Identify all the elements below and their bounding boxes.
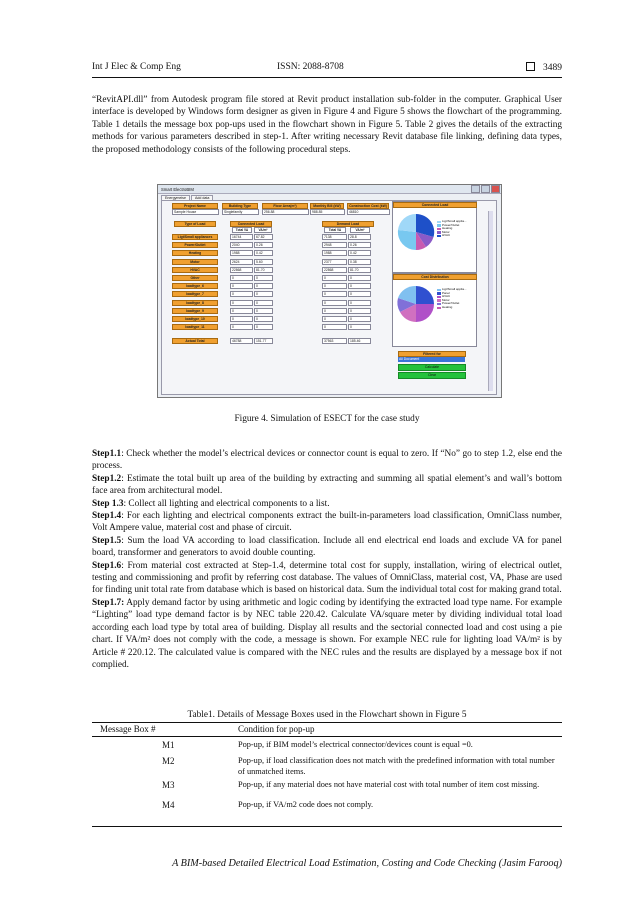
legend-label: Ligt/Small applia...	[442, 287, 467, 291]
app-main-panel	[161, 200, 497, 395]
connected-va-5[interactable]: 0	[230, 275, 253, 281]
figure-caption: Figure 4. Simulation of ESECT for the case study	[234, 414, 420, 424]
figure-4-screenshot	[157, 184, 502, 398]
steps-section	[92, 448, 562, 671]
demand-va-2[interactable]: 1988	[322, 250, 347, 256]
load-type-5: Other	[172, 275, 218, 281]
demand-va-11[interactable]: 0	[322, 324, 347, 330]
load-type-3: Motor	[172, 259, 218, 265]
legend-swatch	[437, 228, 441, 230]
table-header-rule	[92, 736, 562, 737]
demand-va-0[interactable]: 7138	[322, 234, 347, 240]
connected-va-m2-header: VA/m²	[254, 227, 272, 233]
connected-va-m2-2[interactable]: 0.42	[254, 250, 273, 256]
running-footer: A BIM-based Detailed Electrical Load Estimation, Costing and Code Checking (Jasim Farooq)	[172, 858, 562, 869]
message-box-condition: Pop-up, if VA/m2 code does not comply.	[238, 800, 374, 809]
connected-total[interactable]: 46788	[230, 338, 253, 344]
legend-label: Power/Outlet	[442, 301, 460, 306]
table-bottom-rule	[92, 826, 562, 827]
legend-item	[437, 306, 467, 310]
tab-energymeise: Energymeise	[161, 195, 190, 201]
step-text: : Sum the load VA according to load classification. Include all end electrical end loads and exclude VA for panel board, transformer and generators to avoid double counting.	[92, 535, 562, 559]
load-type-7: loadtype_7	[172, 291, 218, 297]
connected-va-1[interactable]: 2040	[230, 242, 253, 248]
legend-item	[437, 234, 467, 238]
message-box-id: M3	[162, 780, 175, 790]
connected-va-6[interactable]: 0	[230, 283, 253, 289]
message-box-condition: Pop-up, if load classification does not match with the predefined information with total number of unmatched items.	[238, 756, 555, 776]
intro-text: “RevitAPI.dll” from Autodesk program file stored at Revit product installation sub-folder in the computer. Graphical User interface is developed by Windows form designer as given in Figure 4 and Figure 5 shows the flowchart of the programming. Table 1 details the message box pop-ups used in the flowchart shown in Figure 5. Table 2 gives the details of the extracting methods for various parameters described in step-1. After writing necessary Revit database file linking, defining data types, the proposed methodology consists of the following procedural steps.	[92, 95, 562, 155]
legend-label: Motor	[442, 297, 450, 302]
pie-slice-panel	[416, 286, 434, 304]
step-label: Step1.5	[92, 535, 122, 546]
load-type-8: loadtype_8	[172, 300, 218, 306]
demand-va-10[interactable]: 0	[322, 316, 347, 322]
connected-va-4[interactable]: 22868	[230, 267, 253, 273]
step-text: : Check whether the model’s electrical devices or connector count is equal to zero. If “No” go to step 1.2, else end the process.	[92, 449, 562, 472]
filtered-for-label: Filtered for	[398, 351, 466, 357]
connected-va-9[interactable]: 0	[230, 308, 253, 314]
step-label: Step1.4	[92, 511, 122, 522]
step-label: Step1.6	[92, 560, 122, 571]
load-type-1: Power/Outlet	[172, 242, 218, 248]
legend-swatch	[437, 224, 441, 226]
demand-va-m2-header: VA/m²	[350, 227, 370, 233]
top-value-1[interactable]: Singlefamily	[222, 209, 259, 215]
top-value-4[interactable]: 46810	[347, 209, 390, 215]
demand-va-6[interactable]: 0	[322, 283, 347, 289]
connected-va-m2-1[interactable]: 0.26	[254, 242, 273, 248]
connected-va-m2-7[interactable]: 0	[254, 291, 273, 297]
load-type-11: loadtype_11	[172, 324, 218, 330]
demand-load-label: Demand Load	[322, 221, 374, 227]
demand-va-m2-6[interactable]: 0	[348, 283, 371, 289]
legend-label: Panel	[442, 290, 450, 295]
pie-slice-power	[398, 230, 416, 250]
demand-va-5[interactable]: 0	[322, 275, 347, 281]
type-of-load-label: Type of Load	[174, 221, 216, 227]
legend-label: HVAC	[442, 294, 451, 299]
tab-add-data: Add data	[191, 195, 213, 201]
connected-load-pie	[396, 212, 436, 252]
intro-paragraph	[92, 94, 562, 156]
connected-va-m2-6[interactable]: 0	[254, 283, 273, 289]
issn: ISSN: 2088-8708	[277, 62, 344, 72]
demand-va-m2-11[interactable]: 0	[348, 324, 371, 330]
demand-total-va-header: Total VA	[324, 227, 346, 233]
load-type-2: Heating	[172, 250, 218, 256]
connected-va-m2-5[interactable]: 0	[254, 275, 273, 281]
top-value-2[interactable]: 256.88	[262, 209, 309, 215]
table1-caption: Table1. Details of Message Boxes used in the Flowchart shown in Figure 5	[187, 710, 467, 720]
maximize-icon	[481, 185, 490, 193]
table-top-rule	[92, 722, 562, 723]
journal-name: Int J Elec & Comp Eng	[92, 62, 181, 72]
demand-va-m2-9[interactable]: 0	[348, 308, 371, 314]
calculate-button[interactable]: Calculate	[398, 364, 466, 371]
top-label-2: Floor Area(m²)	[262, 203, 308, 209]
connected-va-m2-4[interactable]: 81.70	[254, 267, 273, 273]
demand-total[interactable]: 37563	[322, 338, 347, 344]
legend-swatch	[437, 307, 441, 309]
legend-label: Motor	[442, 229, 450, 234]
demand-va-3[interactable]: 2377	[322, 259, 347, 265]
step-label: Step1.7:	[92, 597, 125, 608]
connected-va-3[interactable]: 2624	[230, 259, 253, 265]
step-0	[92, 448, 562, 473]
connected-total-va-header: Total VA	[232, 227, 252, 233]
legend-label: Heating	[442, 304, 453, 309]
load-type-9: loadtype_9	[172, 308, 218, 314]
step-text: : Estimate the total built up area of the building by extracting and summing all spatial element’s and wall’s bottom face area from architectural model.	[92, 473, 562, 497]
legend-label: Power/Outlet	[442, 222, 460, 227]
load-type-4: HVAC	[172, 267, 218, 273]
step-1	[92, 473, 562, 498]
connected-va-m2-11[interactable]: 0	[254, 324, 273, 330]
connected-va-2[interactable]: 1988	[230, 250, 253, 256]
top-label-4: Construction Cost (kW)	[347, 203, 389, 209]
demand-va-m2-3[interactable]: 0.38	[348, 259, 371, 265]
legend-label: HVAC	[442, 233, 451, 238]
legend-swatch	[437, 231, 441, 233]
message-box-id: M1	[162, 740, 175, 750]
connected-load-panel	[392, 201, 477, 273]
connected-va-m2-9[interactable]: 0	[254, 308, 273, 314]
connected-va-m2-8[interactable]: 0	[254, 300, 273, 306]
legend-swatch	[437, 303, 441, 305]
cost-distribution-legend	[437, 288, 467, 310]
demand-va-8[interactable]: 0	[322, 300, 347, 306]
connected-load-panel-title: Connected Load	[393, 202, 477, 208]
load-type-10: loadtype_10	[172, 316, 218, 322]
demand-va-m2-5[interactable]: 0	[348, 275, 371, 281]
step-label: Step1.2	[92, 473, 122, 484]
connected-va-0[interactable]: 16744	[230, 234, 253, 240]
step-6	[92, 597, 562, 671]
connected-load-legend	[437, 220, 467, 238]
minimize-icon	[471, 185, 480, 193]
connected-va-11[interactable]: 0	[230, 324, 253, 330]
message-box-id: M2	[162, 756, 175, 766]
legend-swatch	[437, 299, 441, 301]
legend-swatch	[437, 289, 441, 291]
step-label: Step 1.3	[92, 498, 124, 509]
legend-swatch	[437, 221, 441, 223]
legend-swatch	[437, 296, 441, 298]
window-titlebar	[158, 185, 501, 194]
legend-swatch	[437, 292, 441, 294]
step-text: : Collect all lighting and electrical components to a list.	[123, 498, 330, 509]
demand-va-m2-2[interactable]: 0.42	[348, 250, 371, 256]
top-label-0: Project Name	[172, 203, 218, 209]
legend-label: Ligt/Small applia...	[442, 219, 467, 223]
page-number: 3489	[543, 63, 562, 73]
vertical-scrollbar[interactable]	[488, 211, 493, 391]
actual-total-label: Actual Total	[172, 338, 218, 344]
filter-dropdown[interactable]: All Document	[398, 357, 465, 362]
demand-va-m2-1[interactable]: 0.26	[348, 242, 371, 248]
connected-load-label: Connected Load	[230, 221, 272, 227]
connected-total-va-m2[interactable]: 151.77	[254, 338, 273, 344]
connected-va-m2-3[interactable]: 5.60	[254, 259, 273, 265]
running-header	[92, 62, 562, 76]
legend-label: Heating	[442, 226, 453, 231]
table1-col-condition: Condition for pop-up	[238, 724, 315, 734]
step-3	[92, 510, 562, 535]
page-number-group	[526, 62, 562, 73]
demand-va-m2-0[interactable]: 28.8	[348, 234, 371, 240]
pie-slice-hvac	[416, 304, 434, 322]
legend-swatch	[437, 235, 441, 237]
step-2	[92, 498, 562, 510]
message-box-condition: Pop-up, if BIM model’s electrical connector/devices count is equal =0.	[238, 740, 473, 749]
close-icon	[491, 185, 500, 193]
top-value-0[interactable]: Sample House	[172, 209, 219, 215]
demand-va-9[interactable]: 0	[322, 308, 347, 314]
header-rule	[92, 77, 562, 78]
demand-va-7[interactable]: 0	[322, 291, 347, 297]
connected-va-m2-0[interactable]: 67.82	[254, 234, 273, 240]
demand-va-m2-10[interactable]: 0	[348, 316, 371, 322]
table1-col-message-box: Message Box #	[100, 724, 156, 734]
load-type-6: loadtype_6	[172, 283, 218, 289]
demand-va-m2-4[interactable]: 81.70	[348, 267, 371, 273]
pie-slice-light	[398, 214, 416, 232]
cost-distribution-title: Cost Distribution	[393, 274, 477, 280]
top-label-3: Monthly Bill (kW)	[310, 203, 344, 209]
step-5	[92, 560, 562, 597]
demand-va-m2-7[interactable]: 0	[348, 291, 371, 297]
demand-va-1[interactable]: 2948	[322, 242, 347, 248]
message-box-id: M4	[162, 800, 175, 810]
step-text: : From material cost extracted at Step-1.4, determine total cost for supply, installation, wiring of electrical outlet, testing and commissioning and profit by referring cost database. The values of OmniClass, material cost, VA, Phase are used for finding unit total rate from database which is based on historical data. Sum the individual total cost for making grand total.	[92, 560, 562, 596]
window-title: Smart ElectroBIM	[161, 186, 194, 192]
step-4	[92, 535, 562, 560]
checkbox-icon	[526, 62, 535, 71]
connected-va-m2-10[interactable]: 0	[254, 316, 273, 322]
demand-total-va-m2[interactable]: 185.46	[348, 338, 371, 344]
connected-va-10[interactable]: 0	[230, 316, 253, 322]
step-text: : For each lighting and electrical components extract the built-in-parameters load classification, OmniClass number, Volt Ampere value, material cost and phase of circuit.	[92, 511, 562, 534]
connected-va-8[interactable]: 0	[230, 300, 253, 306]
clear-button[interactable]: Clear	[398, 372, 466, 379]
load-type-0: Ligt/Small appliances	[172, 234, 218, 240]
demand-va-m2-8[interactable]: 0	[348, 300, 371, 306]
connected-va-7[interactable]: 0	[230, 291, 253, 297]
step-text: Apply demand factor by using arithmetic and logic coding by identifying the extracted load type name. For example “Lighting” load type demand factor is by NEC table 220.42. Calculate VA/square meter by dividing individual total load according each load type by total area of building. Display all results and the sectorial connected load and cost using a pie chart. If VA/m² does not comply with the code, a message is shown. For example NEC rule for lighting load VA/m² is by Article # 220.12. The calculated value is compared with the NEC rules and the results are displayed by a message box if not complied.	[92, 597, 562, 670]
top-value-3[interactable]: 988.85	[310, 209, 345, 215]
message-box-condition: Pop-up, if any material does not have material cost with total number of item cost missing.	[238, 780, 540, 789]
demand-va-4[interactable]: 22868	[322, 267, 347, 273]
cost-distribution-panel	[392, 273, 477, 347]
top-label-1: Building Type	[222, 203, 258, 209]
cost-distribution-pie	[396, 284, 436, 324]
step-label: Step1.1	[92, 449, 122, 459]
